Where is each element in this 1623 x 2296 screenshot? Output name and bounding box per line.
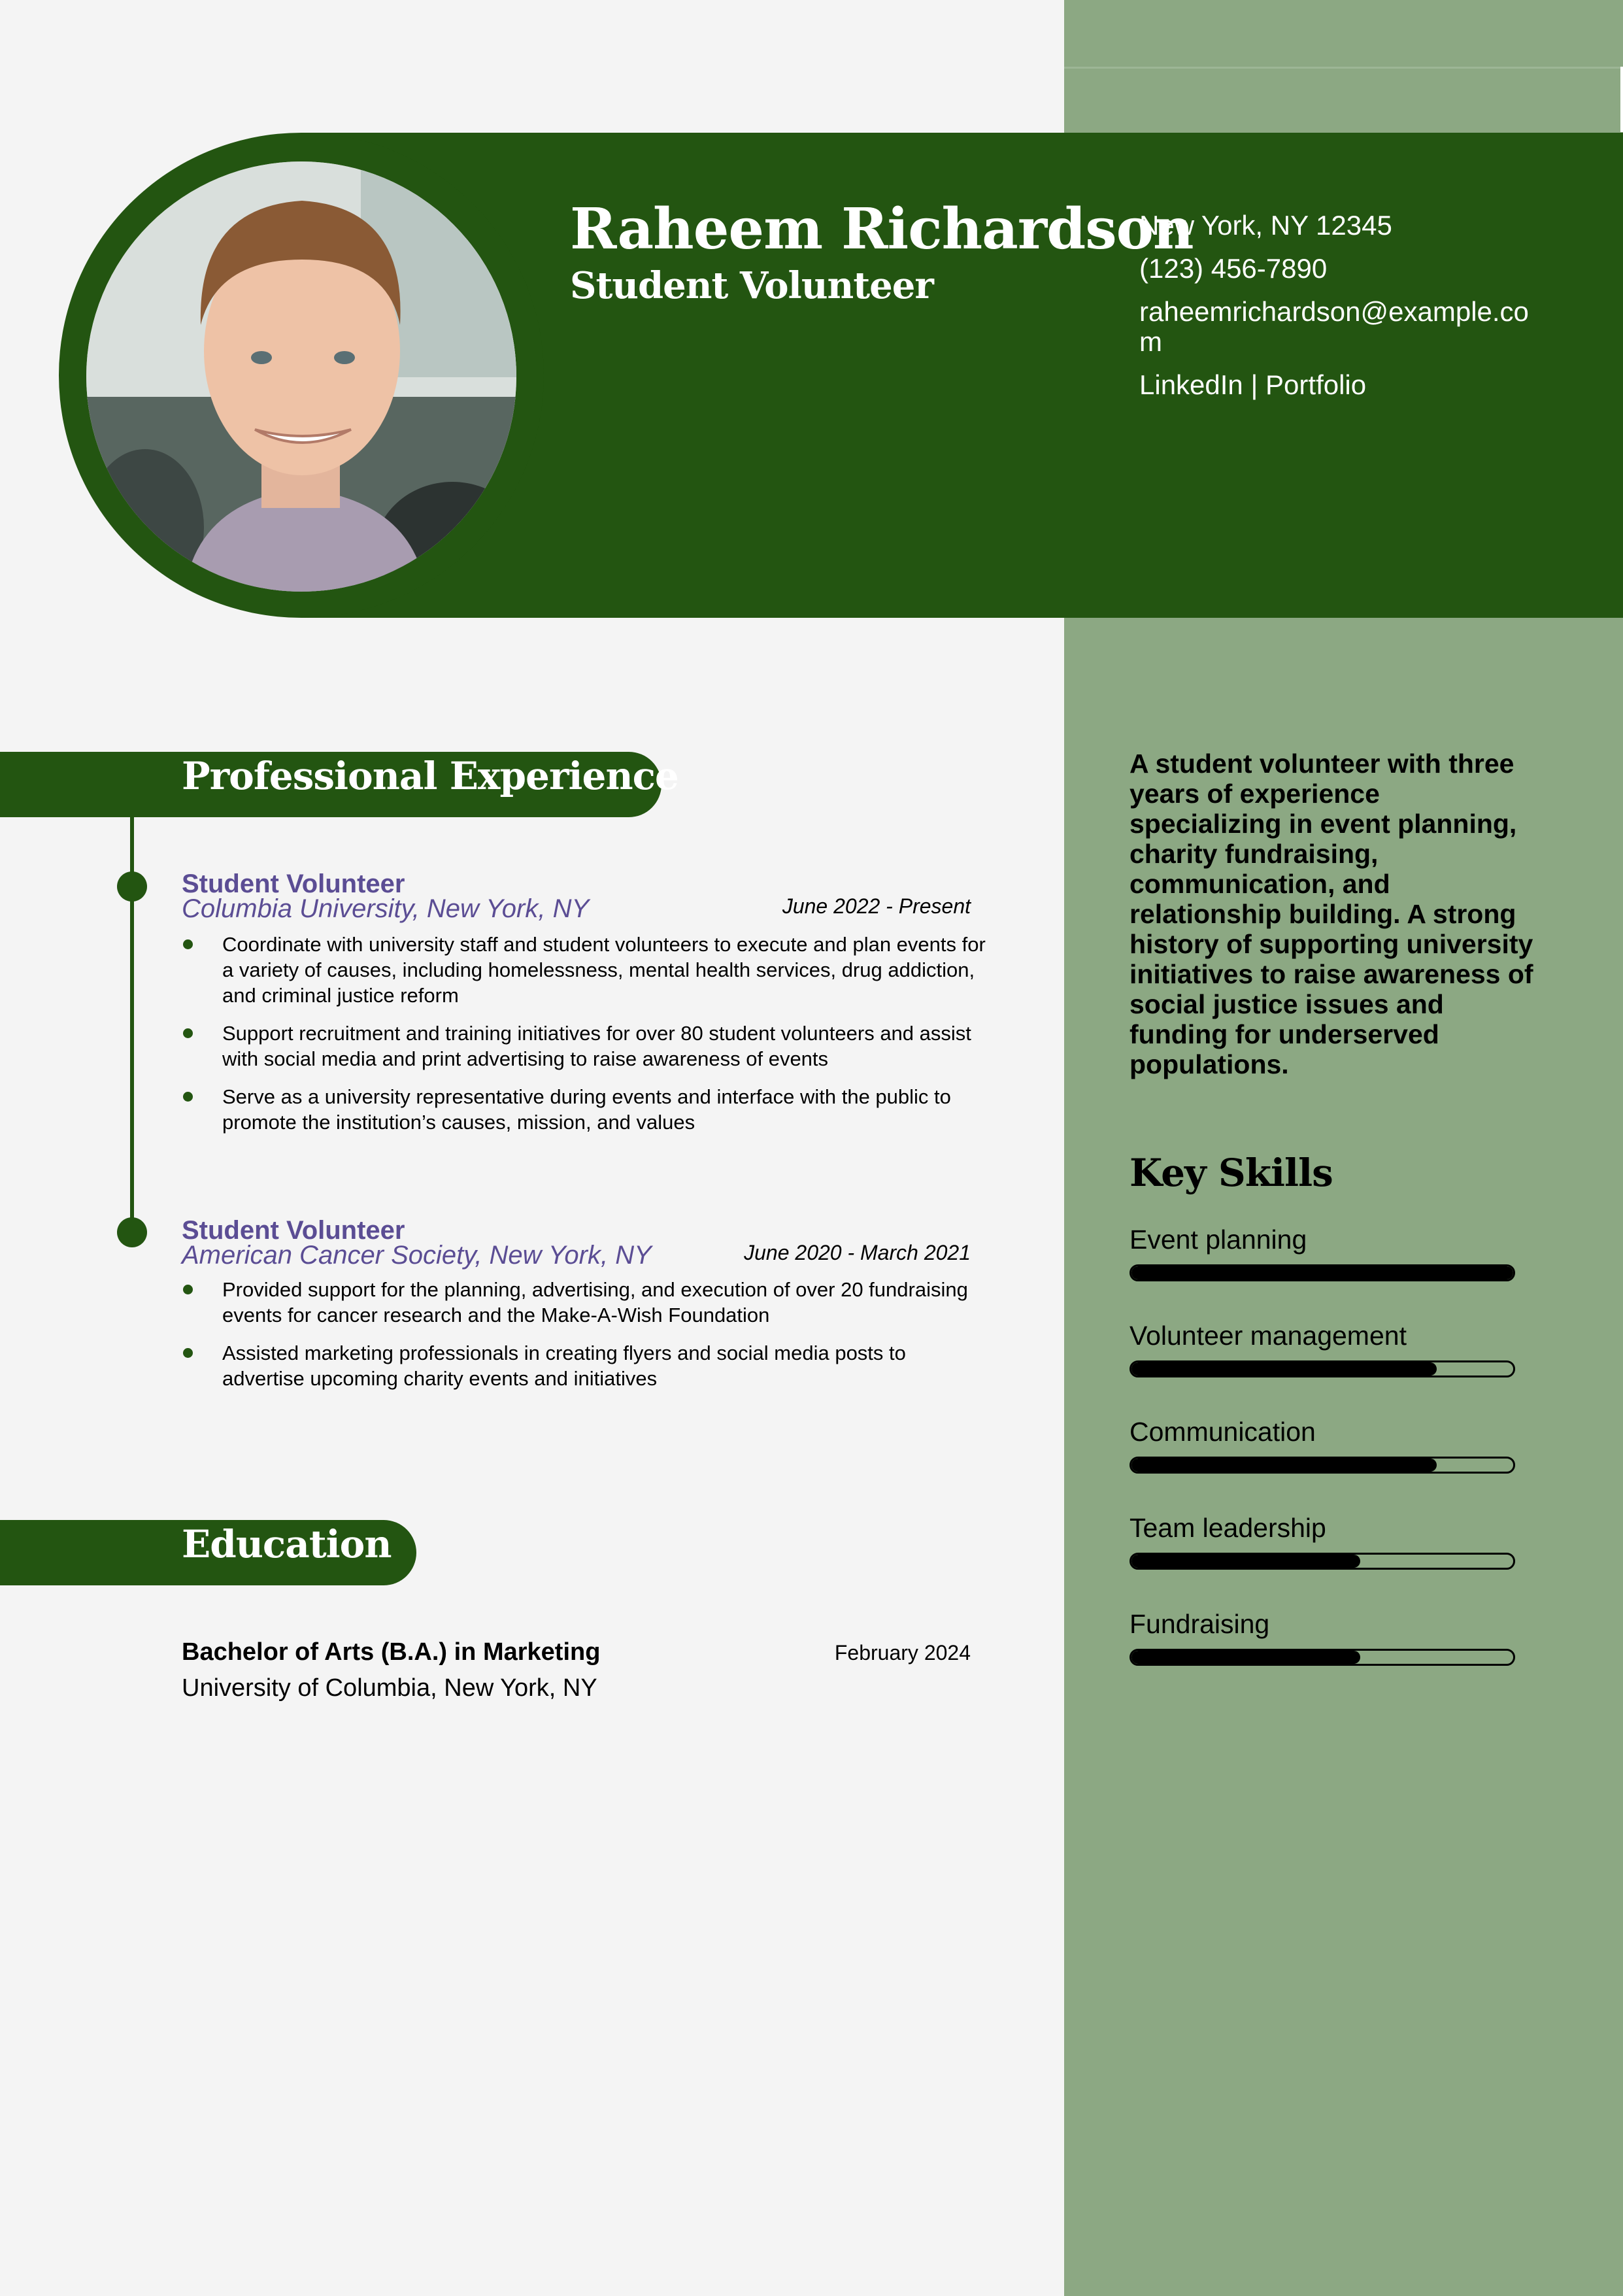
bullet-dot bbox=[183, 1028, 193, 1038]
candidate-title: Student Volunteer bbox=[570, 264, 933, 307]
job-organization: Columbia University, New York, NY bbox=[182, 894, 590, 923]
list-item bbox=[182, 932, 986, 1008]
sidebar-divider bbox=[1064, 67, 1623, 69]
contact-links[interactable]: LinkedIn | Portfolio bbox=[1139, 369, 1367, 400]
bullet-dot bbox=[183, 1092, 193, 1102]
skill-label: Team leadership bbox=[1129, 1513, 1326, 1543]
job-bullets bbox=[182, 932, 986, 1147]
skill-bar bbox=[1129, 1649, 1515, 1666]
skill-bar-fill bbox=[1131, 1362, 1437, 1376]
skill-bar-fill bbox=[1131, 1459, 1437, 1472]
skill-label: Communication bbox=[1129, 1417, 1316, 1447]
skill-bar bbox=[1129, 1457, 1515, 1474]
bullet-dot bbox=[183, 939, 193, 949]
list-item bbox=[182, 1021, 986, 1072]
bullet-text: Provided support for the planning, advertising, and execution of over 20 fundraising events for cancer research and the Make-A-Wish Foundation bbox=[222, 1278, 968, 1326]
job-title: Student Volunteer bbox=[182, 1216, 405, 1245]
contact-block bbox=[1139, 211, 1531, 413]
bullet-text: Assisted marketing professionals in creating flyers and social media posts to advertise upcoming charity events and initiatives bbox=[222, 1342, 906, 1390]
skills-section-title: Key Skills bbox=[1129, 1151, 1333, 1195]
skill-label: Fundraising bbox=[1129, 1609, 1270, 1639]
job-title: Student Volunteer bbox=[182, 869, 405, 898]
list-item bbox=[182, 1340, 986, 1391]
candidate-name: Raheem Richardson bbox=[570, 196, 1194, 262]
education-section-title: Education bbox=[182, 1522, 392, 1566]
skill-bar bbox=[1129, 1264, 1515, 1281]
contact-phone: (123) 456-7890 bbox=[1139, 253, 1328, 284]
education-school: University of Columbia, New York, NY bbox=[182, 1674, 597, 1702]
skill-bar-fill bbox=[1131, 1266, 1513, 1279]
timeline-dot bbox=[117, 1217, 147, 1247]
profile-photo bbox=[86, 161, 516, 592]
education-degree: Bachelor of Arts (B.A.) in Marketing bbox=[182, 1638, 601, 1666]
contact-location: New York, NY 12345 bbox=[1139, 210, 1392, 241]
bullet-dot bbox=[183, 1348, 193, 1358]
bullet-text: Coordinate with university staff and student volunteers to execute and plan events for a variety of causes, including homelessness, mental health services, drug addiction, and criminal justice reform bbox=[222, 933, 986, 1007]
list-item bbox=[182, 1277, 986, 1328]
job-organization: American Cancer Society, New York, NY bbox=[182, 1241, 652, 1270]
skill-bar bbox=[1129, 1553, 1515, 1570]
experience-section-title: Professional Experience bbox=[182, 754, 678, 798]
skill-bar-fill bbox=[1131, 1651, 1360, 1664]
skill-bar bbox=[1129, 1360, 1515, 1377]
profile-summary: A student volunteer with three years of experience specializing in event planning, charity fundraising, communication, and relationship building. A strong history of supporting university initiatives to raise awareness of social justice issues and funding for underserved populations. bbox=[1129, 749, 1533, 1079]
skill-bar-fill bbox=[1131, 1555, 1360, 1568]
job-date: June 2022 - Present bbox=[782, 894, 971, 918]
skill-label: Volunteer management bbox=[1129, 1321, 1407, 1351]
page-edge bbox=[1620, 67, 1623, 132]
bullet-text: Support recruitment and training initiatives for over 80 student volunteers and assist with social media and print advertising to raise awareness of events bbox=[222, 1022, 971, 1070]
bullet-text: Serve as a university representative during events and interface with the public to promote the institution’s causes, mission, and values bbox=[222, 1085, 951, 1134]
timeline-dot bbox=[117, 871, 147, 902]
contact-email[interactable]: raheemrichardson@example.com bbox=[1139, 296, 1529, 357]
education-date: February 2024 bbox=[834, 1641, 971, 1664]
job-date: June 2020 - March 2021 bbox=[744, 1241, 971, 1264]
list-item bbox=[182, 1084, 986, 1135]
skill-label: Event planning bbox=[1129, 1224, 1307, 1255]
job-bullets bbox=[182, 1277, 986, 1404]
bullet-dot bbox=[183, 1285, 193, 1294]
